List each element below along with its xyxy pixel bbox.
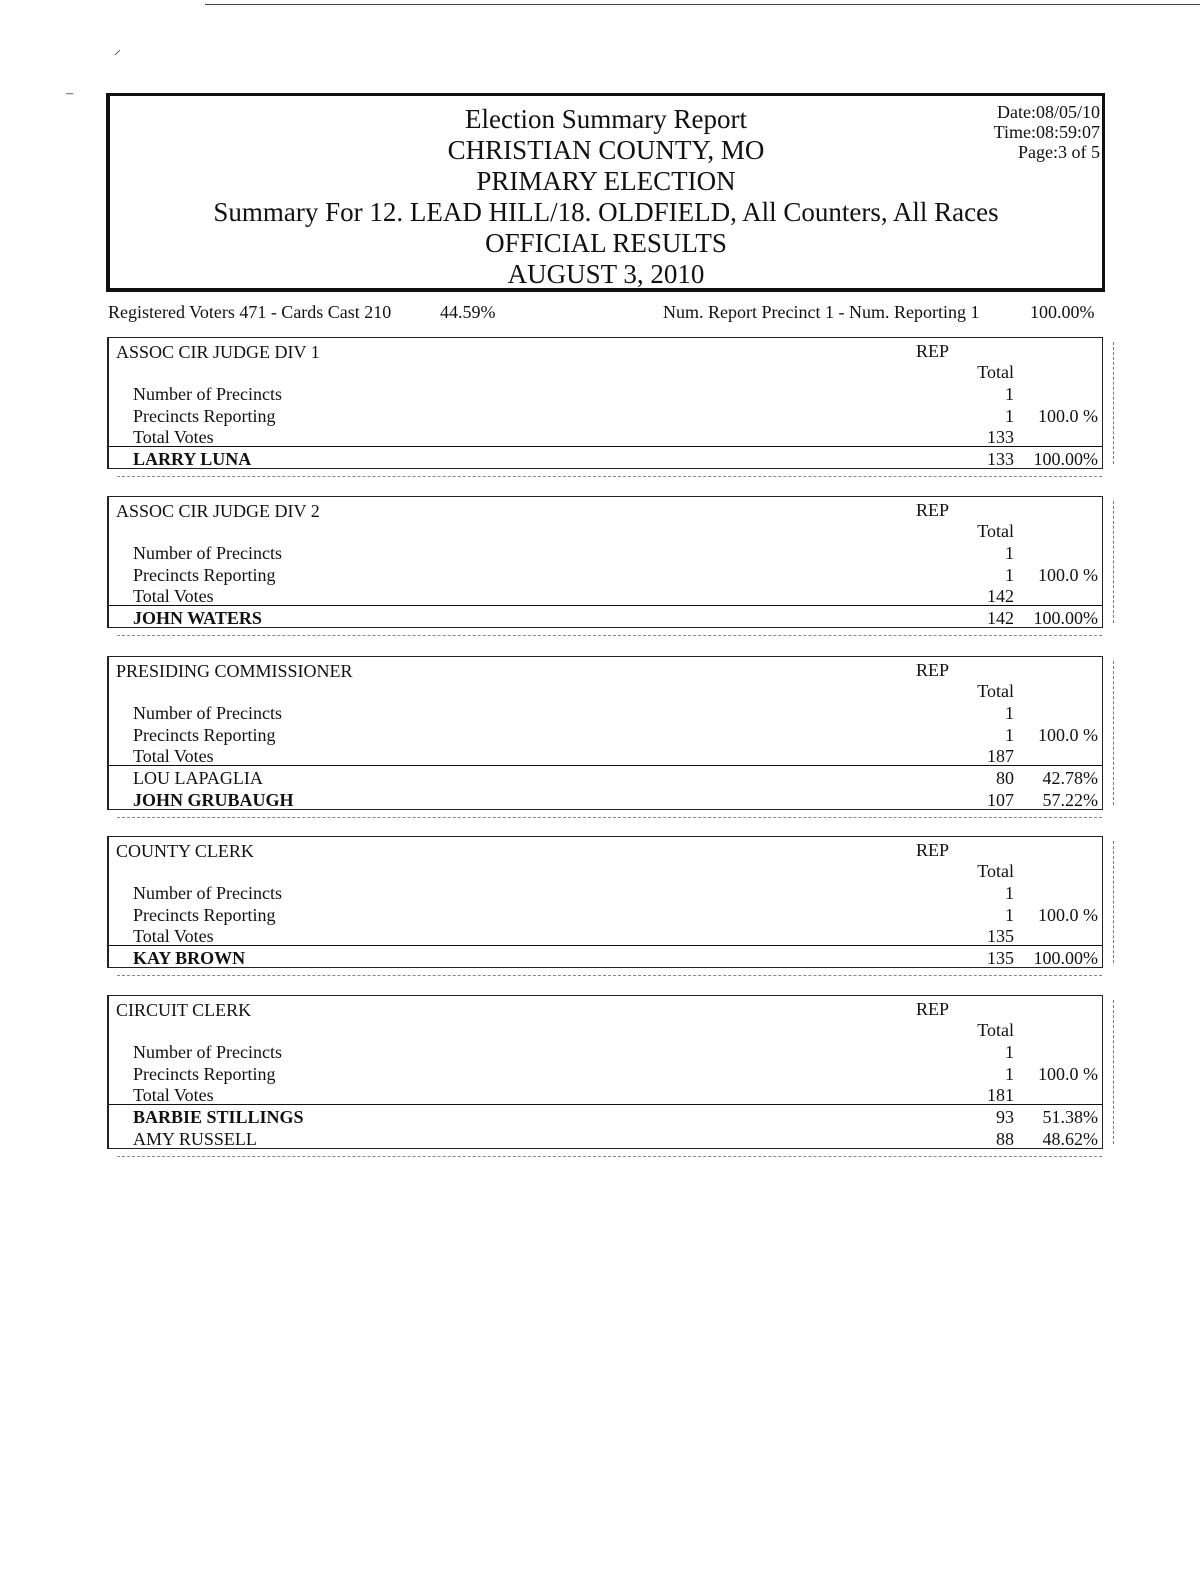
race-block [107, 337, 1103, 469]
candidate-percent: 100.00% [1033, 948, 1098, 968]
row-value: 142 [987, 586, 1014, 606]
candidate-name: KAY BROWN [133, 948, 246, 968]
party-label: REP [916, 840, 950, 860]
total-column-header: Total [977, 681, 1014, 701]
row-value: 1 [1005, 905, 1014, 925]
candidate-votes: 93 [996, 1107, 1014, 1127]
candidate-row [109, 1129, 1102, 1151]
report-header [106, 93, 1105, 292]
results-status: OFFICIAL RESULTS [485, 228, 727, 258]
row-label: Total Votes [133, 926, 214, 946]
party-label: REP [916, 660, 950, 680]
party-label: REP [916, 500, 950, 520]
row-percent: 100.0 % [1038, 565, 1098, 585]
candidate-row [109, 608, 1102, 630]
number-of-precincts-row [109, 1042, 1102, 1064]
candidate-divider [109, 605, 1102, 606]
row-value: 1 [1005, 565, 1014, 585]
precincts-reporting-row [109, 565, 1102, 587]
race-block [107, 995, 1103, 1149]
candidate-votes: 107 [987, 790, 1014, 810]
party-label: REP [916, 341, 950, 361]
row-percent: 100.0 % [1038, 406, 1098, 426]
race-title: PRESIDING COMMISSIONER [116, 661, 353, 681]
county-name: CHRISTIAN COUNTY, MO [447, 135, 765, 165]
candidate-votes: 88 [996, 1129, 1014, 1149]
candidate-percent: 100.00% [1033, 608, 1098, 628]
precinct-reporting: Num. Report Precinct 1 - Num. Reporting 1 [663, 302, 980, 322]
row-value: 181 [987, 1085, 1014, 1105]
election-date: AUGUST 3, 2010 [507, 259, 705, 289]
candidate-row [109, 449, 1102, 471]
report-meta [994, 102, 1100, 162]
precincts-reporting-row [109, 1064, 1102, 1086]
row-value: 1 [1005, 406, 1014, 426]
candidate-row [109, 948, 1102, 970]
candidate-name: JOHN WATERS [133, 608, 262, 628]
scan-shadow-line [1113, 342, 1114, 464]
race-title: ASSOC CIR JUDGE DIV 2 [116, 501, 320, 521]
row-percent: 100.0 % [1038, 905, 1098, 925]
row-label: Total Votes [133, 1085, 214, 1105]
candidate-votes: 135 [987, 948, 1014, 968]
report-time: Time:08:59:07 [993, 122, 1100, 142]
candidate-divider [109, 1104, 1102, 1105]
scan-shadow-line [117, 975, 1102, 976]
candidate-name: BARBIE STILLINGS [133, 1107, 304, 1127]
row-label: Number of Precincts [133, 384, 282, 404]
precincts-reporting-row [109, 406, 1102, 428]
candidate-votes: 80 [996, 768, 1014, 788]
number-of-precincts-row [109, 543, 1102, 565]
report-title-block [110, 104, 1102, 290]
row-value: 1 [1005, 725, 1014, 745]
scan-edge-line [205, 4, 1200, 5]
race-block [107, 836, 1103, 968]
row-value: 1 [1005, 543, 1014, 563]
scan-mark: ‒ [66, 86, 73, 101]
candidate-row [109, 768, 1102, 790]
scan-shadow-line [117, 635, 1102, 636]
candidate-percent: 100.00% [1033, 449, 1098, 469]
row-value: 133 [987, 427, 1014, 447]
report-page: Page:3 of 5 [1018, 142, 1100, 162]
race-title: CIRCUIT CLERK [116, 1000, 252, 1020]
row-label: Number of Precincts [133, 1042, 282, 1062]
candidate-percent: 42.78% [1042, 768, 1098, 788]
race-title: COUNTY CLERK [116, 841, 254, 861]
row-label: Number of Precincts [133, 543, 282, 563]
summary-scope: Summary For 12. LEAD HILL/18. OLDFIELD, All Counters, All Races [213, 197, 999, 227]
candidate-divider [109, 765, 1102, 766]
candidate-percent: 51.38% [1042, 1107, 1098, 1127]
number-of-precincts-row [109, 883, 1102, 905]
candidate-votes: 133 [987, 449, 1014, 469]
row-label: Total Votes [133, 746, 214, 766]
row-value: 1 [1005, 883, 1014, 903]
scan-shadow-line [1113, 1000, 1114, 1144]
scan-shadow-line [117, 1156, 1102, 1157]
candidate-name: LOU LAPAGLIA [133, 768, 263, 788]
precincts-reporting-row [109, 905, 1102, 927]
scan-shadow-line [1113, 661, 1114, 805]
scan-shadow-line [1113, 841, 1114, 963]
row-value: 187 [987, 746, 1014, 766]
row-value: 1 [1005, 1064, 1014, 1084]
scan-mark: ⸝ [114, 43, 121, 58]
total-column-header: Total [977, 861, 1014, 881]
row-label: Number of Precincts [133, 883, 282, 903]
row-label: Total Votes [133, 427, 214, 447]
row-label: Number of Precincts [133, 703, 282, 723]
turnout-pct: 44.59% [440, 302, 496, 322]
election-name: PRIMARY ELECTION [476, 166, 736, 196]
candidate-percent: 57.22% [1042, 790, 1098, 810]
registered-voters: Registered Voters 471 - Cards Cast 210 [108, 302, 392, 322]
candidate-row [109, 1107, 1102, 1129]
candidate-percent: 48.62% [1042, 1129, 1098, 1149]
row-percent: 100.0 % [1038, 1064, 1098, 1084]
number-of-precincts-row [109, 384, 1102, 406]
scan-shadow-line [117, 476, 1102, 477]
candidate-divider [109, 945, 1102, 946]
precinct-reporting-pct: 100.00% [1030, 302, 1095, 322]
scan-shadow-line [117, 817, 1102, 818]
report-date: Date:08/05/10 [997, 102, 1100, 122]
row-label: Precincts Reporting [133, 905, 276, 925]
total-column-header: Total [977, 521, 1014, 541]
row-label: Precincts Reporting [133, 406, 276, 426]
row-label: Precincts Reporting [133, 565, 276, 585]
candidate-name: LARRY LUNA [133, 449, 252, 469]
candidate-name: JOHN GRUBAUGH [133, 790, 294, 810]
row-label: Total Votes [133, 586, 214, 606]
precincts-reporting-row [109, 725, 1102, 747]
row-value: 135 [987, 926, 1014, 946]
row-label: Precincts Reporting [133, 1064, 276, 1084]
scan-shadow-line [1113, 501, 1114, 623]
row-percent: 100.0 % [1038, 725, 1098, 745]
row-value: 1 [1005, 384, 1014, 404]
report-title: Election Summary Report [465, 104, 747, 134]
candidate-votes: 142 [987, 608, 1014, 628]
race-title: ASSOC CIR JUDGE DIV 1 [116, 342, 320, 362]
row-label: Precincts Reporting [133, 725, 276, 745]
total-column-header: Total [977, 1020, 1014, 1040]
total-column-header: Total [977, 362, 1014, 382]
race-block [107, 656, 1103, 810]
number-of-precincts-row [109, 703, 1102, 725]
party-label: REP [916, 999, 950, 1019]
race-block [107, 496, 1103, 628]
candidate-row [109, 790, 1102, 812]
candidate-name: AMY RUSSELL [133, 1129, 257, 1149]
candidate-divider [109, 446, 1102, 447]
row-value: 1 [1005, 703, 1014, 723]
row-value: 1 [1005, 1042, 1014, 1062]
